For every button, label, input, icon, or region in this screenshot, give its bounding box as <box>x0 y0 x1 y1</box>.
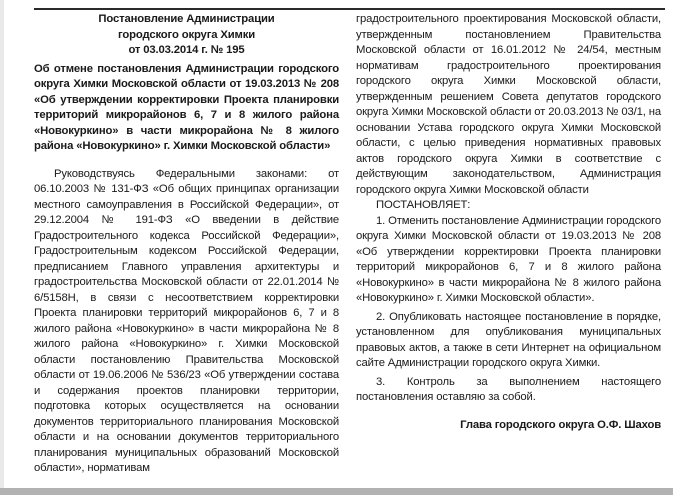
bottom-bar <box>0 488 673 495</box>
top-rule <box>34 8 665 10</box>
signature: Глава городского округа О.Ф. Шахов <box>460 418 661 431</box>
item-3: 3. Контроль за выполнением настоящего постановления оставляю за собой. <box>356 375 661 403</box>
document-title-line-3: от 03.03.2014 г. № 195 <box>128 44 245 56</box>
document-title-line-1: Постановление Администрации <box>98 13 275 25</box>
page-edge <box>0 0 4 495</box>
document-title-line-2: городского округа Химки <box>117 28 256 41</box>
right-column <box>356 12 661 433</box>
item-2: 2. Опубликовать настоящее постановление в порядке, установленном для опубликования муниципальных правовых актов, а также в сети Интернет на официальном сайте Администрации городского округа Химки. <box>356 310 661 369</box>
document-subject: Об отмене постановления Администрации городского округа Химки Московской области от 19.03.2013 № 208 «Об утверждении корректировки Проекта планировки территорий микрорайонов 6, 7 и 8 жилого района «Новокуркино» в части микрорайона № 8 жилого района «Новокуркино» г. Химки Московской области» <box>34 62 339 152</box>
resolves-heading: ПОСТАНОВЛЯЕТ: <box>376 199 471 211</box>
document-heading <box>34 12 339 59</box>
preamble-left: Руководствуясь Федеральными законами: от 06.10.2003 № 131-ФЗ «Об общих принципах организации местного самоуправления в Российской Федерации», от 29.12.2004 № 191-ФЗ «О введении в действие Градостроительного кодекса Российской Федерации», Градостроительным кодексом Российской Федерации, предписанием Главного управления архитектуры и градостроительства Московской области от 22.01.2014 № 6/5158Н, в связи с несоответствием корректировки Проекта планировки территорий микрорайонов 6, 7 и 8 жилого района «Новокуркино» в части микрорайона № 8 жилого района «Новокуркино» г. Химки Московской области постановлению Правительства Московской области от 19.06.2006 № 536/23 «Об утверждении состава и содержания проектов планировки территории, подготовка которых осуществляется на основании документов территориального планирования Московской области и на основании документов территориального планирования муниципальных образований Московской области», нормативам <box>34 167 339 474</box>
item-1: 1. Отменить постановление Администрации городского округа Химки Московской области от 19.03.2013 № 208 «Об утверждении корректировки Проекта планировки территорий микрорайонов 6, 7 и 8 жилого района «Новокуркино» в части микрорайона № 8 жилого района «Новокуркино» г. Химки Московской области». <box>356 214 661 304</box>
preamble-right: градостроительного проектирования Московской области, утвержденным постановлением Правительства Московской области от 16.01.2012 № 24/54, местным нормативам градостроительного проектирования городского округа Химки Московской области, утвержденным решением Совета депутатов городского округа Химки Московской области от 20.03.2013 № 03/1, на основании Устава городского округа Химки Московской области, с целью приведения нормативных правовых актов городского округа Химки в соответствие с действующим законодательством, Администрация городского округа Химки Московской области <box>356 13 661 196</box>
left-column <box>34 12 339 477</box>
